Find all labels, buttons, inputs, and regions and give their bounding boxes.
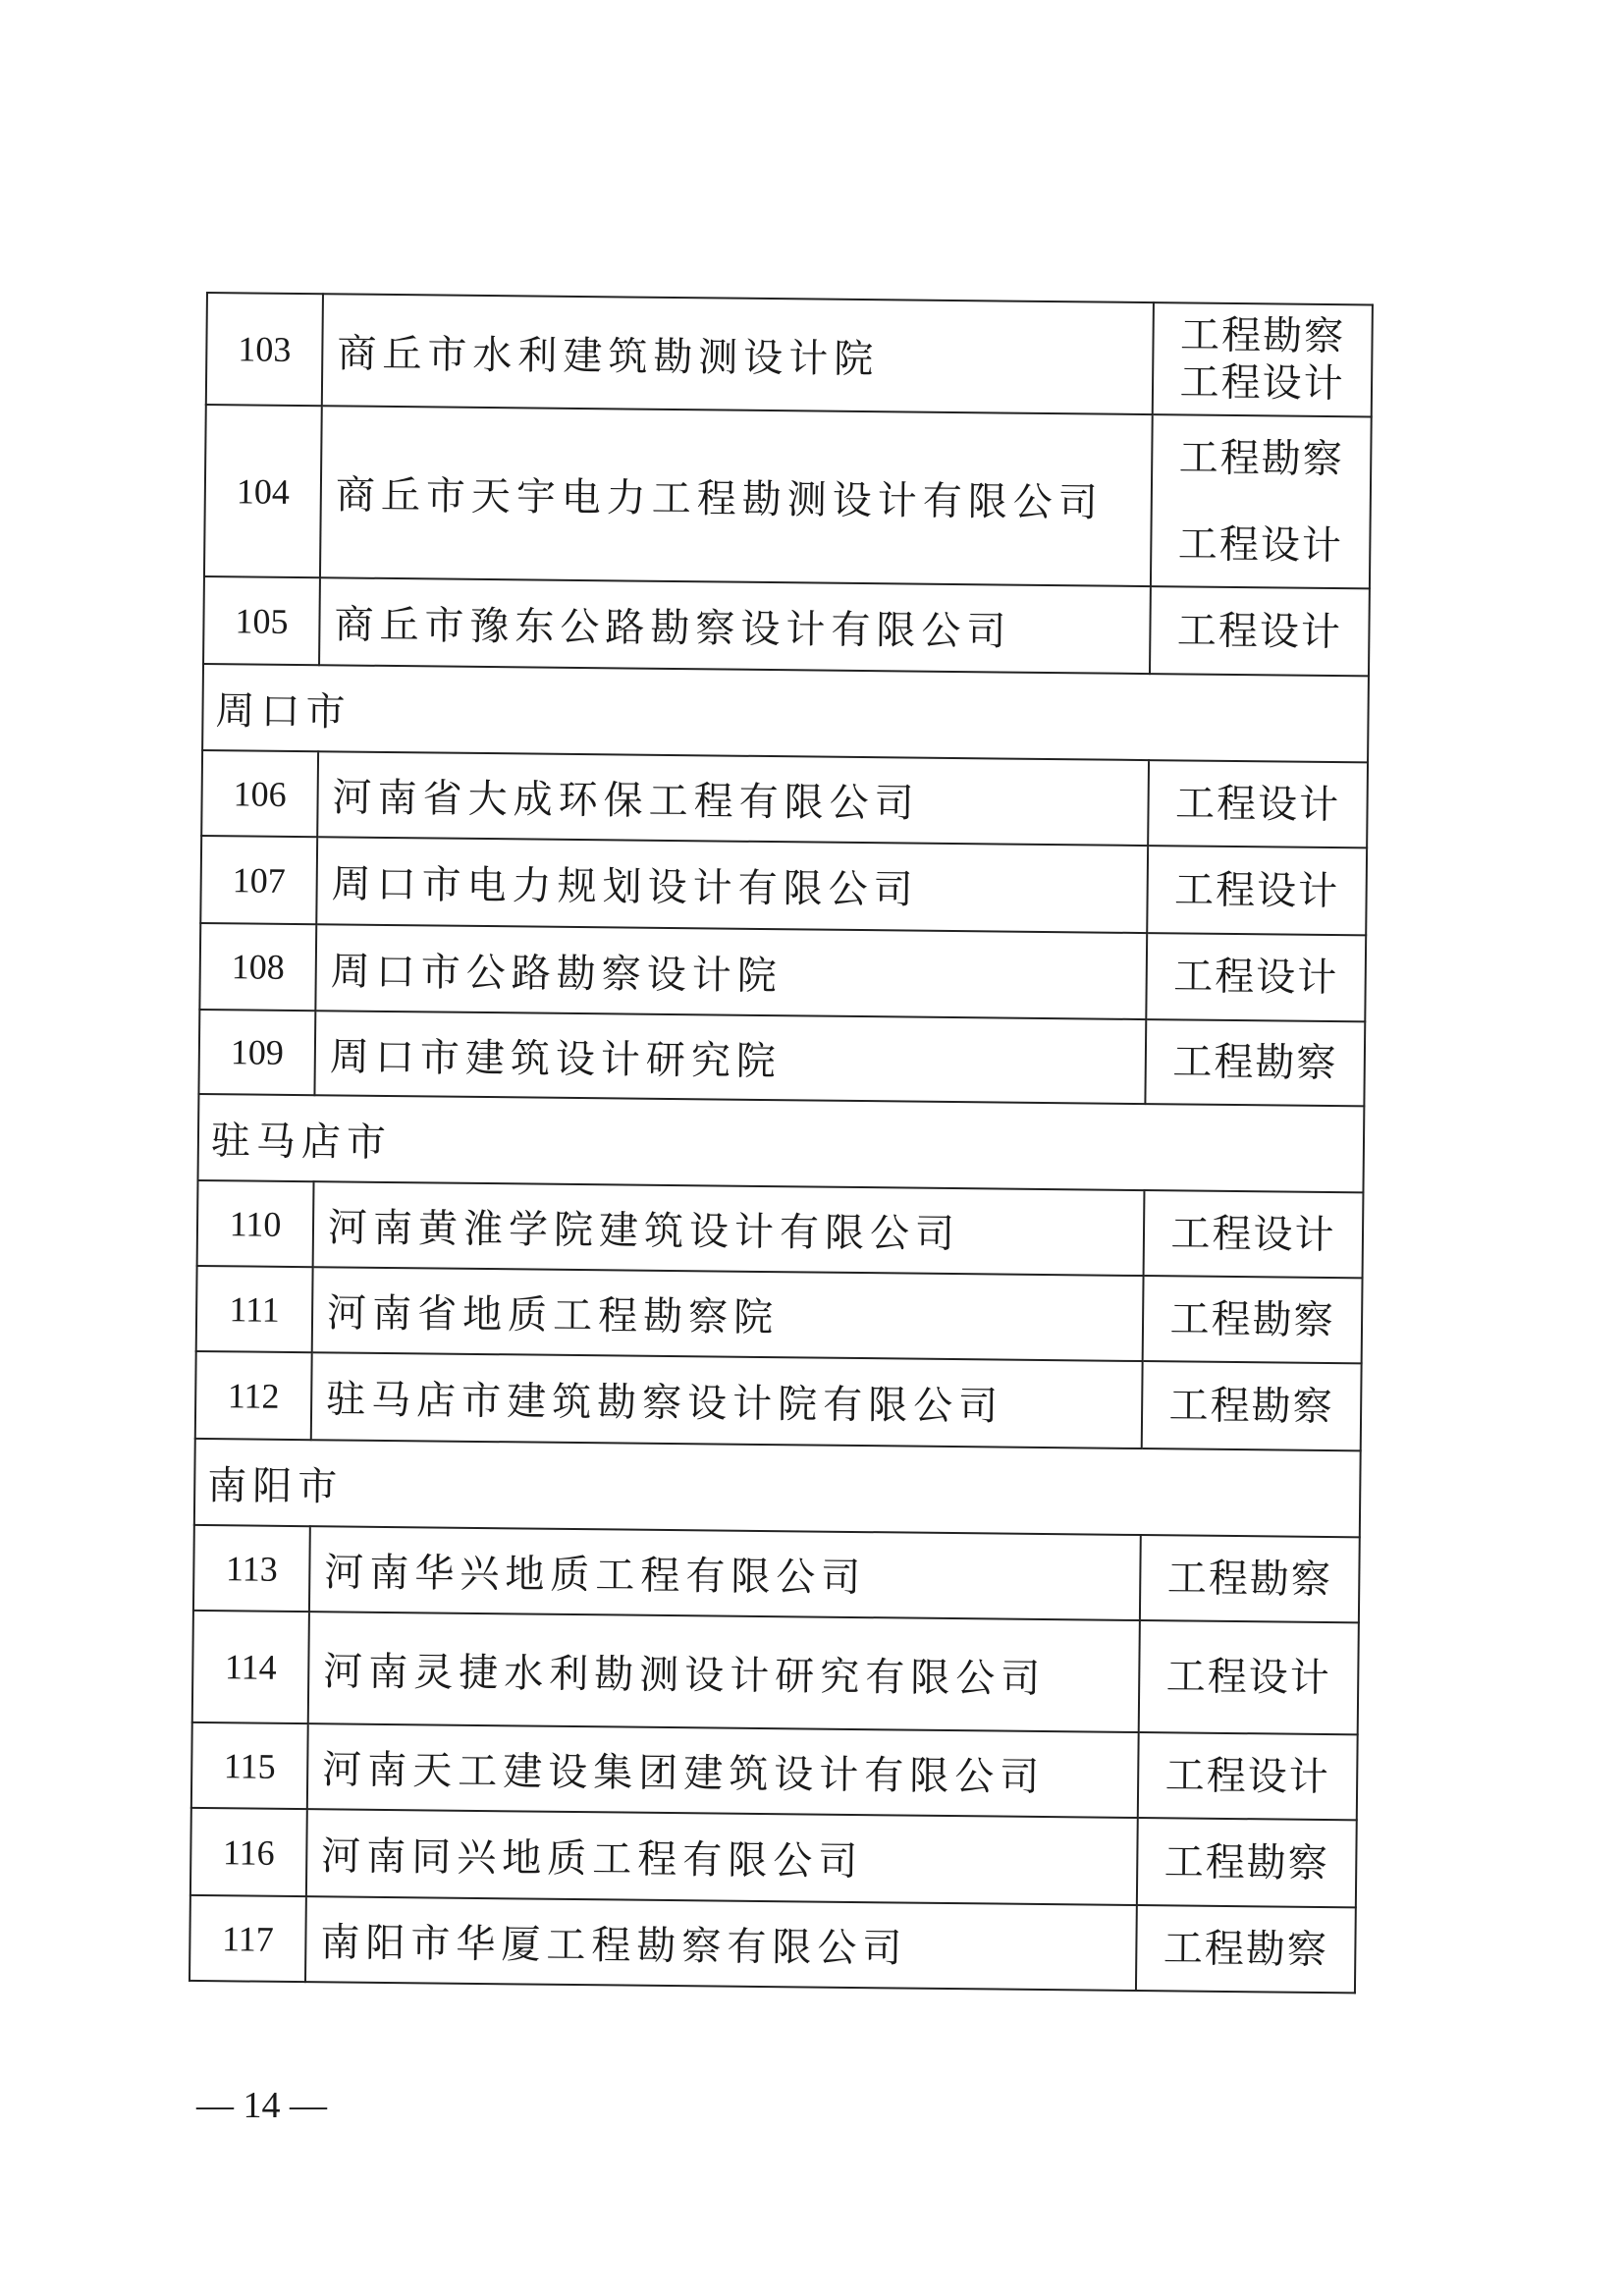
row-number: 106 <box>201 750 318 837</box>
table-row <box>189 1895 1356 1993</box>
company-name: 河南灵捷水利勘测设计研究有限公司 <box>308 1612 1140 1732</box>
row-number: 110 <box>197 1180 314 1267</box>
region-row <box>198 1094 1365 1192</box>
qualification-table <box>189 292 1374 1994</box>
table-row <box>206 293 1373 416</box>
qualification-type <box>1137 1818 1357 1907</box>
table-row <box>204 405 1372 588</box>
row-number: 112 <box>195 1351 312 1440</box>
qualification-type <box>1143 1276 1363 1363</box>
qualification-type <box>1145 1019 1365 1106</box>
company-name: 南阳市华厦工程勘察有限公司 <box>305 1896 1137 1991</box>
region-row <box>202 664 1369 762</box>
qualification-type <box>1148 760 1368 847</box>
table-row <box>201 750 1368 847</box>
qualification-type <box>1144 1190 1364 1278</box>
page-number: — 14 — <box>196 2085 327 2126</box>
row-number: 111 <box>196 1266 313 1352</box>
row-number: 115 <box>191 1722 308 1809</box>
table-row <box>199 923 1366 1021</box>
company-name: 商丘市水利建筑勘测设计院 <box>322 294 1154 414</box>
company-name: 周口市建筑设计研究院 <box>314 1011 1146 1104</box>
company-name: 河南华兴地质工程有限公司 <box>309 1526 1141 1620</box>
type-label: 工程设计 <box>1173 954 1339 1002</box>
table-row <box>196 1266 1363 1363</box>
table-row <box>203 576 1370 676</box>
type-label: 工程设计 <box>1170 1210 1336 1258</box>
company-name: 河南天工建设集团建筑设计有限公司 <box>307 1723 1139 1818</box>
table-row <box>190 1808 1357 1907</box>
row-number: 114 <box>192 1611 309 1723</box>
type-label: 工程勘察 <box>1172 1039 1338 1087</box>
type-label: 工程勘察 <box>1163 1838 1330 1886</box>
type-label: 工程设计 <box>1165 1654 1332 1702</box>
table-row <box>192 1611 1359 1734</box>
company-name: 河南同兴地质工程有限公司 <box>306 1809 1138 1905</box>
type-label: 工程设计 <box>1179 359 1345 408</box>
table-row <box>197 1180 1364 1278</box>
table-row <box>191 1722 1358 1820</box>
row-number: 105 <box>203 576 320 665</box>
type-label: 工程设计 <box>1174 780 1341 828</box>
qualification-type <box>1153 302 1373 416</box>
type-label: 工程设计 <box>1164 1752 1330 1800</box>
type-label: 工程勘察 <box>1178 434 1345 482</box>
company-name: 周口市电力规划设计有限公司 <box>316 837 1148 933</box>
table-row <box>195 1351 1362 1450</box>
qualification-type <box>1136 1905 1356 1993</box>
region-name: 驻马店市 <box>198 1094 1365 1192</box>
row-number: 104 <box>204 405 322 577</box>
qualification-type <box>1150 586 1370 676</box>
type-label: 工程设计 <box>1176 607 1343 655</box>
region-name: 周口市 <box>202 664 1369 762</box>
type-label: 工程勘察 <box>1169 1295 1335 1343</box>
qualification-type <box>1147 846 1367 935</box>
company-name: 商丘市天宇电力工程勘测设计有限公司 <box>320 406 1153 586</box>
row-number: 113 <box>193 1525 310 1612</box>
table-row <box>200 836 1367 935</box>
company-name: 河南省地质工程勘察院 <box>312 1267 1144 1361</box>
type-label: 工程勘察 <box>1179 312 1346 360</box>
qualification-type <box>1139 1620 1359 1734</box>
company-name: 周口市公路勘察设计院 <box>315 924 1147 1019</box>
row-number: 117 <box>189 1895 306 1982</box>
qualification-type <box>1151 414 1372 588</box>
table-row <box>193 1525 1360 1622</box>
qualification-type <box>1140 1535 1360 1622</box>
row-number: 108 <box>199 923 316 1011</box>
company-name: 商丘市豫东公路勘察设计有限公司 <box>319 577 1151 674</box>
row-number: 109 <box>198 1010 315 1095</box>
type-label: 工程勘察 <box>1166 1555 1333 1603</box>
type-label: 工程设计 <box>1173 866 1340 914</box>
row-number: 116 <box>190 1808 307 1896</box>
company-name: 河南黄淮学院建筑设计有限公司 <box>313 1181 1145 1276</box>
qualification-type <box>1146 933 1366 1021</box>
company-name: 驻马店市建筑勘察设计院有限公司 <box>311 1352 1143 1449</box>
type-label: 工程设计 <box>1177 520 1344 569</box>
row-number: 103 <box>206 293 323 406</box>
type-label: 工程勘察 <box>1168 1382 1334 1430</box>
row-number: 107 <box>200 836 317 924</box>
type-label: 工程勘察 <box>1163 1925 1329 1973</box>
qualification-type <box>1142 1361 1362 1450</box>
table-row <box>198 1010 1365 1106</box>
qualification-type <box>1138 1732 1358 1820</box>
region-name: 南阳市 <box>194 1439 1361 1537</box>
region-row <box>194 1439 1361 1537</box>
company-name: 河南省大成环保工程有限公司 <box>317 751 1149 846</box>
